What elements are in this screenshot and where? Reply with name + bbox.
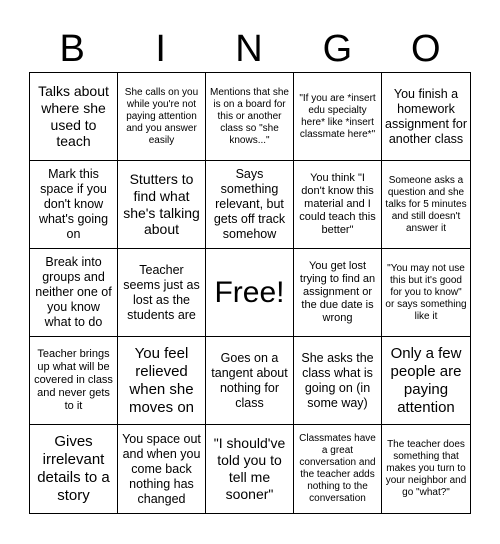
- bingo-cell-r4c1[interactable]: Teacher brings up what will be covered in class and never gets to it: [30, 337, 118, 425]
- header-letter-n: N: [235, 28, 265, 70]
- bingo-header: [29, 26, 471, 72]
- bingo-cell-r3c1[interactable]: Break into groups and neither one of you know what to do: [30, 249, 118, 337]
- bingo-cell-r4c2[interactable]: You feel relieved when she moves on: [118, 337, 206, 425]
- header-letter-b: B: [59, 28, 87, 70]
- bingo-cell-r1c3[interactable]: Mentions that she is on a board for this or another class so "she knows...": [206, 73, 294, 161]
- bingo-cell-r1c1[interactable]: Talks about where she used to teach: [30, 73, 118, 161]
- header-letter-i: I: [155, 28, 168, 70]
- bingo-cell-free[interactable]: Free!: [206, 249, 294, 337]
- bingo-cell-r3c2[interactable]: Teacher seems just as lost as the students are: [118, 249, 206, 337]
- bingo-cell-r5c1[interactable]: Gives irrelevant details to a story: [30, 425, 118, 513]
- bingo-cell-r5c2[interactable]: You space out and when you come back nothing has changed: [118, 425, 206, 513]
- bingo-cell-r2c1[interactable]: Mark this space if you don't know what's going on: [30, 161, 118, 249]
- bingo-cell-r5c5[interactable]: The teacher does something that makes you turn to your neighbor and go "what?": [385, 439, 467, 498]
- bingo-cell-r2c3[interactable]: Says something relevant, but gets off track somehow: [206, 161, 294, 249]
- bingo-cell-r3c5[interactable]: "You may not use this but it's good for you to know" or says something like it: [382, 249, 470, 337]
- bingo-cell-r1c5[interactable]: You finish a homework assignment for another class: [382, 73, 470, 161]
- bingo-cell-r3c4[interactable]: You get lost trying to find an assignment or the due date is wrong: [294, 249, 382, 337]
- bingo-cell-r4c4[interactable]: She asks the class what is going on (in some way): [294, 337, 382, 425]
- header-letter-o: O: [411, 28, 443, 70]
- bingo-cell-r1c4[interactable]: "If you are *insert edu specialty here* like *insert classmate here*": [294, 73, 382, 161]
- bingo-cell-r2c2[interactable]: Stutters to find what she's talking about: [118, 161, 206, 249]
- bingo-cell-r5c3[interactable]: "I should've told you to tell me sooner": [206, 425, 294, 513]
- header-letter-g: G: [322, 28, 355, 70]
- bingo-cell-r4c5[interactable]: Only a few people are paying attention: [382, 337, 470, 425]
- bingo-cell-r1c2[interactable]: She calls on you while you're not paying attention and you answer easily: [118, 73, 206, 161]
- bingo-cell-r2c4[interactable]: You think "I don't know this material and I could teach this better": [294, 161, 382, 249]
- bingo-cell-r4c3[interactable]: Goes on a tangent about nothing for class: [206, 337, 294, 425]
- bingo-grid: [29, 72, 471, 514]
- bingo-cell-r2c5[interactable]: Someone asks a question and she talks for 5 minutes and still doesn't answer it: [382, 161, 470, 249]
- bingo-cell-r5c4[interactable]: Classmates have a great conversation and the teacher adds nothing to the conversation: [294, 425, 382, 513]
